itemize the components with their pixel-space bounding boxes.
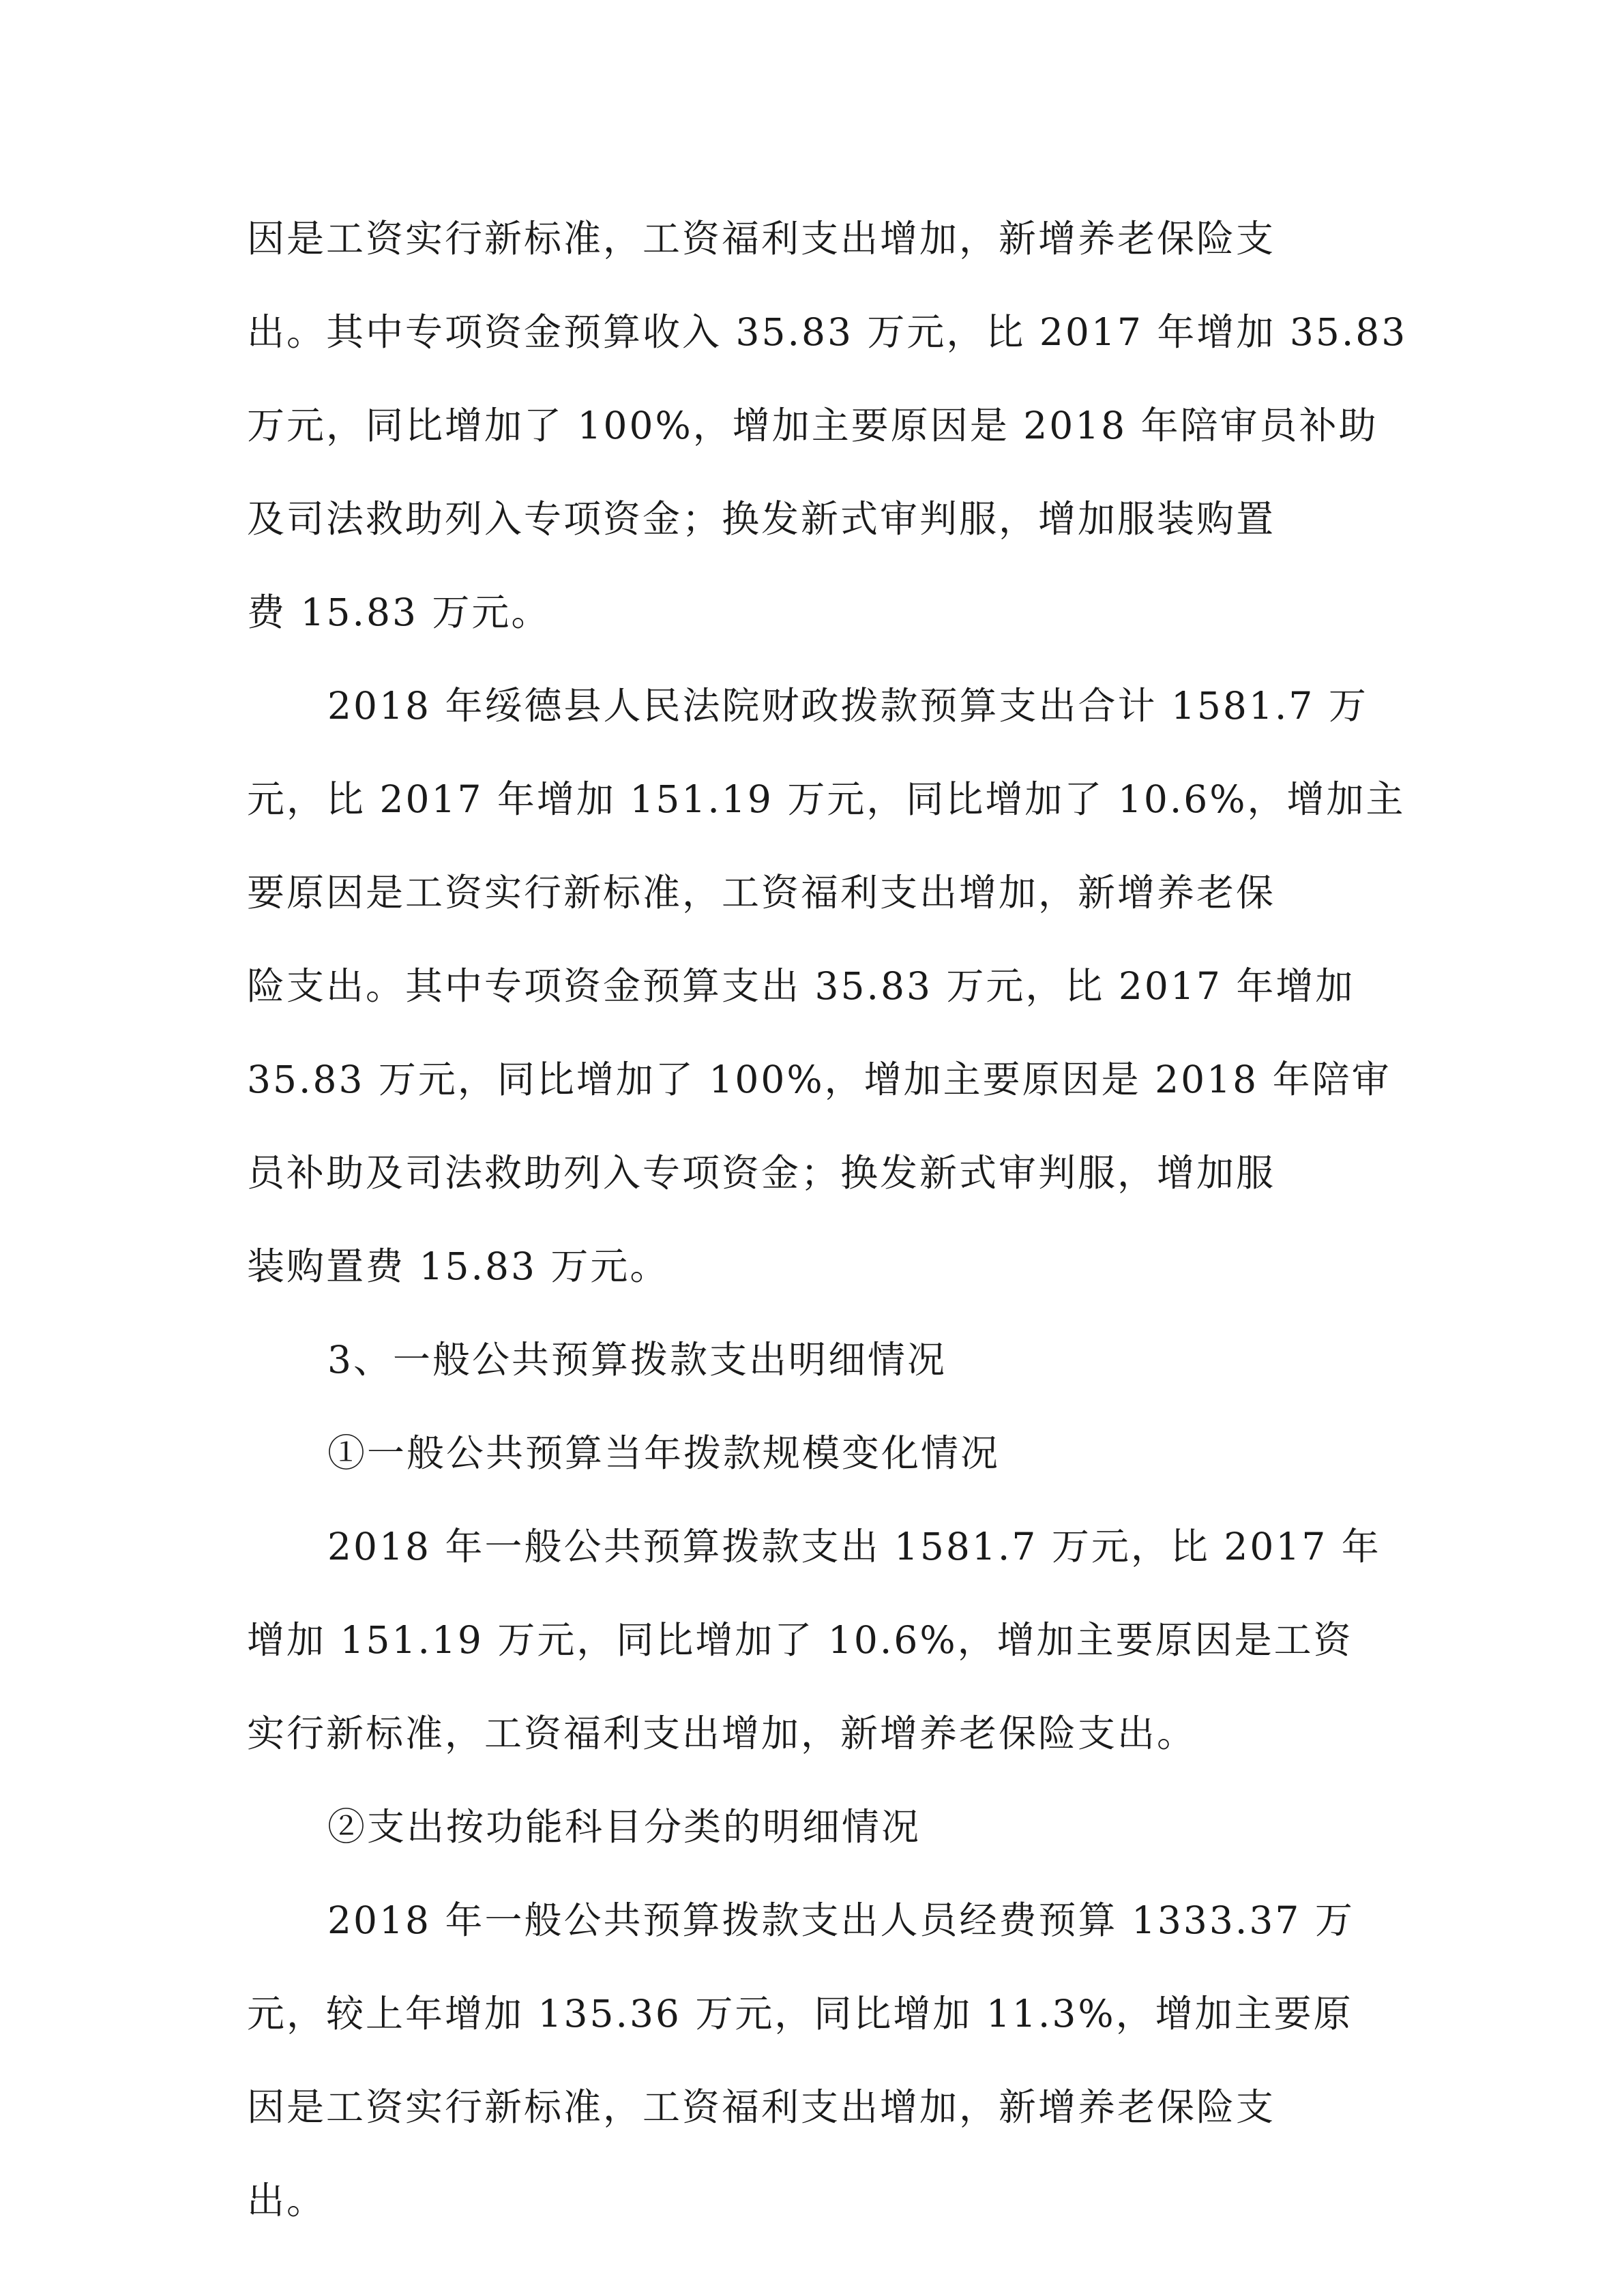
text-line-2: 出。其中专项资金预算收入 35.83 万元，比 2017 年增加 35.83: [247, 310, 1408, 354]
text-line-8: 要原因是工资实行新标准，工资福利支出增加，新增养老保: [247, 871, 1276, 914]
subsection-heading-2: ②支出按功能科目分类的明细情况: [327, 1805, 921, 1849]
text-line-19: 2018 年一般公共预算拨款支出人员经费预算 1333.37 万: [327, 1898, 1355, 1942]
text-line-16: 增加 151.19 万元，同比增加了 10.6%，增加主要原因是工资: [247, 1618, 1353, 1662]
section-heading: 3、一般公共预算拨款支出明细情况: [327, 1338, 947, 1382]
text-line-7: 元，比 2017 年增加 151.19 万元，同比增加了 10.6%，增加主: [247, 777, 1406, 821]
text-line-21: 因是工资实行新标准，工资福利支出增加，新增养老保险支: [247, 2085, 1276, 2129]
text-line-5: 费 15.83 万元。: [247, 591, 551, 634]
text-line-3: 万元，同比增加了 100%，增加主要原因是 2018 年陪审员补助: [247, 404, 1378, 447]
text-line-4: 及司法救助列入专项资金；换发新式审判服，增加服装购置: [247, 497, 1276, 541]
text-line-20: 元，较上年增加 135.36 万元，同比增加 11.3%，增加主要原: [247, 1992, 1353, 2036]
text-line-1: 因是工资实行新标准，工资福利支出增加，新增养老保险支: [247, 217, 1276, 260]
subsection-heading-1: ①一般公共预算当年拨款规模变化情况: [327, 1431, 1001, 1475]
text-line-11: 员补助及司法救助列入专项资金；换发新式审判服，增加服: [247, 1151, 1276, 1195]
text-line-6: 2018 年绥德县人民法院财政拨款预算支出合计 1581.7 万: [327, 684, 1368, 728]
text-line-17: 实行新标准，工资福利支出增加，新增养老保险支出。: [247, 1712, 1197, 1755]
text-line-15: 2018 年一般公共预算拨款支出 1581.7 万元，比 2017 年: [327, 1525, 1381, 1568]
text-line-12: 装购置费 15.83 万元。: [247, 1244, 670, 1288]
text-line-9: 险支出。其中专项资金预算支出 35.83 万元，比 2017 年增加: [247, 964, 1355, 1008]
text-line-10: 35.83 万元，同比增加了 100%，增加主要原因是 2018 年陪审: [247, 1058, 1391, 1101]
text-line-22: 出。: [247, 2179, 327, 2222]
